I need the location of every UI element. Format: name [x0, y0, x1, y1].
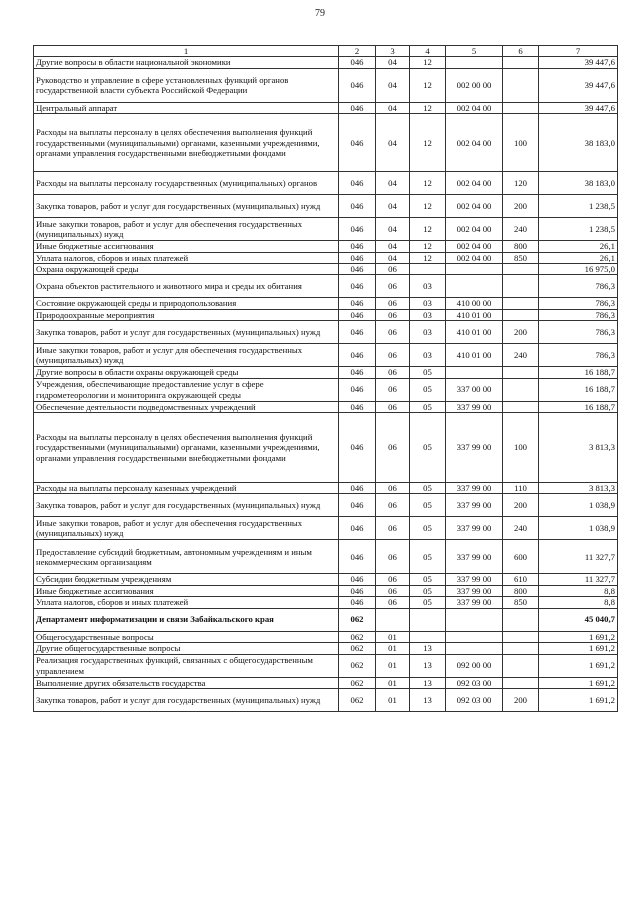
row-col5: 410 01 00: [446, 309, 503, 320]
page-number: 79: [315, 8, 325, 19]
row-name: Другие вопросы в области национальной экономики: [34, 57, 339, 68]
row-name: Охрана объектов растительного и животного мира и среды их обитания: [34, 275, 339, 298]
row-col5: 337 00 00: [446, 378, 503, 401]
table-row: [34, 574, 618, 585]
row-col5: 337 99 00: [446, 540, 503, 574]
row-col6: 100: [503, 413, 539, 483]
row-amount: 38 183,0: [539, 172, 618, 195]
row-col3: 06: [376, 344, 410, 367]
row-amount: 11 327,7: [539, 540, 618, 574]
row-col5: [446, 643, 503, 654]
row-col2: 062: [339, 688, 376, 711]
row-col3: 06: [376, 494, 410, 517]
row-col2: 046: [339, 309, 376, 320]
row-col2: 046: [339, 413, 376, 483]
row-name: Расходы на выплаты персоналу государственных (муниципальных) органов: [34, 172, 339, 195]
row-col5: [446, 631, 503, 642]
row-amount: 26,1: [539, 252, 618, 263]
row-col3: 01: [376, 643, 410, 654]
row-col4: 03: [410, 344, 446, 367]
row-col2: 046: [339, 585, 376, 596]
row-col2: 046: [339, 275, 376, 298]
row-name: Предоставление субсидий бюджетным, автономным учреждениям и иным некоммерческим организациям: [34, 540, 339, 574]
row-col5: 002 04 00: [446, 114, 503, 172]
row-col6: 200: [503, 195, 539, 218]
row-col5: 002 04 00: [446, 252, 503, 263]
row-name: Общегосударственные вопросы: [34, 631, 339, 642]
row-col6: [503, 608, 539, 631]
column-header: 2: [339, 46, 376, 57]
row-col2: 046: [339, 114, 376, 172]
row-col6: [503, 643, 539, 654]
row-amount: 786,3: [539, 309, 618, 320]
row-col2: 046: [339, 57, 376, 68]
column-header: 7: [539, 46, 618, 57]
row-col6: [503, 654, 539, 677]
row-name: Закупка товаров, работ и услуг для государственных (муниципальных) нужд: [34, 494, 339, 517]
row-name: Состояние окружающей среды и природопользования: [34, 298, 339, 309]
row-col3: 06: [376, 517, 410, 540]
row-amount: 1 038,9: [539, 517, 618, 540]
row-col5: [446, 264, 503, 275]
row-amount: 16 188,7: [539, 367, 618, 378]
row-amount: 786,3: [539, 298, 618, 309]
row-name: Субсидии бюджетным учреждениям: [34, 574, 339, 585]
row-col4: 13: [410, 643, 446, 654]
row-col5: 337 99 00: [446, 494, 503, 517]
table-row: [34, 585, 618, 596]
row-col6: [503, 68, 539, 102]
row-col2: 062: [339, 643, 376, 654]
row-col2: 046: [339, 401, 376, 412]
row-col3: 04: [376, 241, 410, 252]
row-col4: 03: [410, 275, 446, 298]
row-name: Иные закупки товаров, работ и услуг для обеспечения государственных (муниципальных) нужд: [34, 517, 339, 540]
table-row: [34, 677, 618, 688]
row-name: Закупка товаров, работ и услуг для государственных (муниципальных) нужд: [34, 321, 339, 344]
row-col3: 06: [376, 367, 410, 378]
row-col5: 410 01 00: [446, 344, 503, 367]
row-col3: 04: [376, 252, 410, 263]
table-row: [34, 483, 618, 494]
table-row: [34, 68, 618, 102]
row-col3: 04: [376, 57, 410, 68]
table-header-row: [34, 46, 618, 57]
row-col4: 12: [410, 195, 446, 218]
row-amount: 1 691,2: [539, 631, 618, 642]
row-col4: 05: [410, 585, 446, 596]
row-amount: 45 040,7: [539, 608, 618, 631]
row-col5: 337 99 00: [446, 574, 503, 585]
row-col2: 046: [339, 241, 376, 252]
table-row: [34, 367, 618, 378]
row-col4: 13: [410, 677, 446, 688]
row-col2: 046: [339, 264, 376, 275]
row-col5: 410 00 00: [446, 298, 503, 309]
column-header: 1: [34, 46, 339, 57]
row-amount: 16 188,7: [539, 401, 618, 412]
row-amount: 1 691,2: [539, 654, 618, 677]
row-col3: 06: [376, 378, 410, 401]
table-row: [34, 413, 618, 483]
row-name: Охрана окружающей среды: [34, 264, 339, 275]
row-col3: [376, 608, 410, 631]
row-col4: 13: [410, 654, 446, 677]
column-header: 4: [410, 46, 446, 57]
column-header: 3: [376, 46, 410, 57]
table-row: [34, 321, 618, 344]
table-row: [34, 344, 618, 367]
row-name: Иные бюджетные ассигнования: [34, 241, 339, 252]
row-col3: 06: [376, 483, 410, 494]
row-col5: 092 03 00: [446, 688, 503, 711]
row-col3: 04: [376, 114, 410, 172]
budget-table: [33, 45, 618, 712]
table-row: [34, 654, 618, 677]
row-name: Учреждения, обеспечивающие предоставление услуг в сфере гидрометеорологии и мониторинга окружающей среды: [34, 378, 339, 401]
row-col3: 06: [376, 275, 410, 298]
row-col3: 01: [376, 688, 410, 711]
row-col3: 04: [376, 218, 410, 241]
table-row: [34, 172, 618, 195]
row-col6: 850: [503, 597, 539, 608]
row-col2: 046: [339, 218, 376, 241]
row-col4: 05: [410, 483, 446, 494]
row-col3: 01: [376, 677, 410, 688]
row-col5: 337 99 00: [446, 597, 503, 608]
row-col2: 046: [339, 367, 376, 378]
row-name: Расходы на выплаты персоналу в целях обеспечения выполнения функций государственными (муниципальными) органами, казенными учреждениями, органами управления государственными внебюджетными фондами: [34, 114, 339, 172]
row-col6: [503, 309, 539, 320]
row-col5: 337 99 00: [446, 585, 503, 596]
row-col3: 06: [376, 401, 410, 412]
row-amount: 39 447,6: [539, 68, 618, 102]
row-col6: [503, 298, 539, 309]
row-col5: 337 99 00: [446, 413, 503, 483]
row-col6: 200: [503, 321, 539, 344]
row-name: Иные закупки товаров, работ и услуг для обеспечения государственных (муниципальных) нужд: [34, 218, 339, 241]
row-col6: [503, 264, 539, 275]
row-col4: 05: [410, 367, 446, 378]
table-row: [34, 264, 618, 275]
table-row: [34, 218, 618, 241]
row-amount: 1 691,2: [539, 688, 618, 711]
table-row: [34, 608, 618, 631]
row-col6: [503, 677, 539, 688]
row-col6: 120: [503, 172, 539, 195]
row-col6: [503, 378, 539, 401]
table-row: [34, 517, 618, 540]
row-col6: 240: [503, 517, 539, 540]
row-amount: 1 238,5: [539, 195, 618, 218]
row-col4: 12: [410, 172, 446, 195]
column-header: 5: [446, 46, 503, 57]
row-col5: [446, 57, 503, 68]
table-row: [34, 540, 618, 574]
row-col4: 03: [410, 309, 446, 320]
row-col4: 12: [410, 68, 446, 102]
row-col2: 046: [339, 540, 376, 574]
row-col5: [446, 367, 503, 378]
row-col6: 850: [503, 252, 539, 263]
row-col2: 062: [339, 631, 376, 642]
row-col5: 092 03 00: [446, 677, 503, 688]
row-col3: 06: [376, 540, 410, 574]
row-col6: 110: [503, 483, 539, 494]
row-col5: 002 00 00: [446, 68, 503, 102]
row-col6: 600: [503, 540, 539, 574]
row-col4: 12: [410, 252, 446, 263]
row-col2: 046: [339, 68, 376, 102]
row-col2: 062: [339, 654, 376, 677]
row-col2: 046: [339, 494, 376, 517]
row-amount: 786,3: [539, 275, 618, 298]
row-col5: 337 99 00: [446, 517, 503, 540]
row-col4: 05: [410, 494, 446, 517]
table-row: [34, 102, 618, 113]
row-amount: 3 813,3: [539, 483, 618, 494]
row-col5: 410 01 00: [446, 321, 503, 344]
row-col3: 04: [376, 102, 410, 113]
row-col2: 046: [339, 195, 376, 218]
row-col4: 13: [410, 688, 446, 711]
column-header: 6: [503, 46, 539, 57]
table-row: [34, 597, 618, 608]
row-name: Расходы на выплаты персоналу в целях обеспечения выполнения функций государственными (муниципальными) органами, казенными учреждениями, органами управления государственными внебюджетными фондами: [34, 413, 339, 483]
row-col4: 05: [410, 378, 446, 401]
row-amount: 8,8: [539, 585, 618, 596]
row-col6: 200: [503, 494, 539, 517]
table-row: [34, 114, 618, 172]
row-col4: 05: [410, 597, 446, 608]
row-col3: 06: [376, 321, 410, 344]
row-col6: [503, 57, 539, 68]
table-row: [34, 57, 618, 68]
row-col6: [503, 631, 539, 642]
table-body: [34, 57, 618, 712]
table-row: [34, 494, 618, 517]
row-col2: 046: [339, 574, 376, 585]
row-col6: [503, 102, 539, 113]
row-col5: [446, 275, 503, 298]
row-col6: 100: [503, 114, 539, 172]
row-col6: [503, 275, 539, 298]
row-col2: 046: [339, 483, 376, 494]
table-row: [34, 275, 618, 298]
row-name: Руководство и управление в сфере установленных функций органов государственной власти субъекта Российской Федерации: [34, 68, 339, 102]
row-amount: 1 691,2: [539, 677, 618, 688]
row-amount: 3 813,3: [539, 413, 618, 483]
row-col2: 046: [339, 252, 376, 263]
row-amount: 1 038,9: [539, 494, 618, 517]
row-col2: 046: [339, 517, 376, 540]
row-col4: 12: [410, 102, 446, 113]
row-col3: 06: [376, 585, 410, 596]
row-col2: 046: [339, 378, 376, 401]
row-amount: 39 447,6: [539, 57, 618, 68]
row-col3: 04: [376, 172, 410, 195]
row-col2: 046: [339, 102, 376, 113]
row-col6: 800: [503, 241, 539, 252]
row-col3: 06: [376, 298, 410, 309]
row-col6: 240: [503, 218, 539, 241]
row-col6: [503, 367, 539, 378]
row-amount: 11 327,7: [539, 574, 618, 585]
row-col6: [503, 401, 539, 412]
row-name: Обеспечение деятельности подведомственных учреждений: [34, 401, 339, 412]
row-col5: 002 04 00: [446, 195, 503, 218]
row-name: Уплата налогов, сборов и иных платежей: [34, 597, 339, 608]
row-name: Уплата налогов, сборов и иных платежей: [34, 252, 339, 263]
row-col5: 002 04 00: [446, 218, 503, 241]
row-col4: 05: [410, 540, 446, 574]
table-row: [34, 378, 618, 401]
row-col4: [410, 631, 446, 642]
row-col2: 062: [339, 608, 376, 631]
row-col4: 12: [410, 218, 446, 241]
row-col6: 800: [503, 585, 539, 596]
row-col4: [410, 264, 446, 275]
row-col3: 06: [376, 597, 410, 608]
row-name: Расходы на выплаты персоналу казенных учреждений: [34, 483, 339, 494]
row-amount: 16 188,7: [539, 378, 618, 401]
row-col2: 062: [339, 677, 376, 688]
row-amount: 1 691,2: [539, 643, 618, 654]
table-row: [34, 688, 618, 711]
row-col5: 002 04 00: [446, 102, 503, 113]
row-col4: [410, 608, 446, 631]
row-name: Природоохранные мероприятия: [34, 309, 339, 320]
row-col6: 610: [503, 574, 539, 585]
table-row: [34, 195, 618, 218]
row-col4: 12: [410, 114, 446, 172]
row-name: Центральный аппарат: [34, 102, 339, 113]
row-name: Иные бюджетные ассигнования: [34, 585, 339, 596]
table-row: [34, 241, 618, 252]
row-col4: 12: [410, 57, 446, 68]
row-amount: 1 238,5: [539, 218, 618, 241]
table-row: [34, 401, 618, 412]
row-amount: 786,3: [539, 344, 618, 367]
row-col3: 06: [376, 309, 410, 320]
row-amount: 26,1: [539, 241, 618, 252]
row-col3: 06: [376, 413, 410, 483]
row-col5: 337 99 00: [446, 401, 503, 412]
row-col2: 046: [339, 172, 376, 195]
row-name: Другие общегосударственные вопросы: [34, 643, 339, 654]
row-amount: 16 975,0: [539, 264, 618, 275]
row-name: Реализация государственных функций, связанных с общегосударственным управлением: [34, 654, 339, 677]
row-col4: 05: [410, 517, 446, 540]
row-amount: 39 447,6: [539, 102, 618, 113]
row-col2: 046: [339, 321, 376, 344]
row-col5: 002 04 00: [446, 172, 503, 195]
table-row: [34, 309, 618, 320]
row-amount: 38 183,0: [539, 114, 618, 172]
row-amount: 8,8: [539, 597, 618, 608]
row-col4: 12: [410, 241, 446, 252]
row-name: Закупка товаров, работ и услуг для государственных (муниципальных) нужд: [34, 688, 339, 711]
table-row: [34, 631, 618, 642]
row-name: Другие вопросы в области охраны окружающей среды: [34, 367, 339, 378]
row-col3: 06: [376, 574, 410, 585]
row-col2: 046: [339, 597, 376, 608]
row-name: Закупка товаров, работ и услуг для государственных (муниципальных) нужд: [34, 195, 339, 218]
row-name: Департамент информатизации и связи Забайкальского края: [34, 608, 339, 631]
row-col3: 04: [376, 195, 410, 218]
row-col3: 01: [376, 654, 410, 677]
table-row: [34, 252, 618, 263]
row-col5: 092 00 00: [446, 654, 503, 677]
row-col2: 046: [339, 298, 376, 309]
row-col5: 337 99 00: [446, 483, 503, 494]
row-col3: 04: [376, 68, 410, 102]
row-col5: [446, 608, 503, 631]
row-amount: 786,3: [539, 321, 618, 344]
row-col3: 01: [376, 631, 410, 642]
row-col4: 05: [410, 413, 446, 483]
row-col6: 240: [503, 344, 539, 367]
row-col6: 200: [503, 688, 539, 711]
row-col2: 046: [339, 344, 376, 367]
row-col4: 03: [410, 321, 446, 344]
table-row: [34, 643, 618, 654]
row-col4: 05: [410, 574, 446, 585]
row-col4: 03: [410, 298, 446, 309]
row-name: Иные закупки товаров, работ и услуг для обеспечения государственных (муниципальных) нужд: [34, 344, 339, 367]
row-col5: 002 04 00: [446, 241, 503, 252]
row-col4: 05: [410, 401, 446, 412]
table-row: [34, 298, 618, 309]
row-col3: 06: [376, 264, 410, 275]
row-name: Выполнение других обязательств государства: [34, 677, 339, 688]
